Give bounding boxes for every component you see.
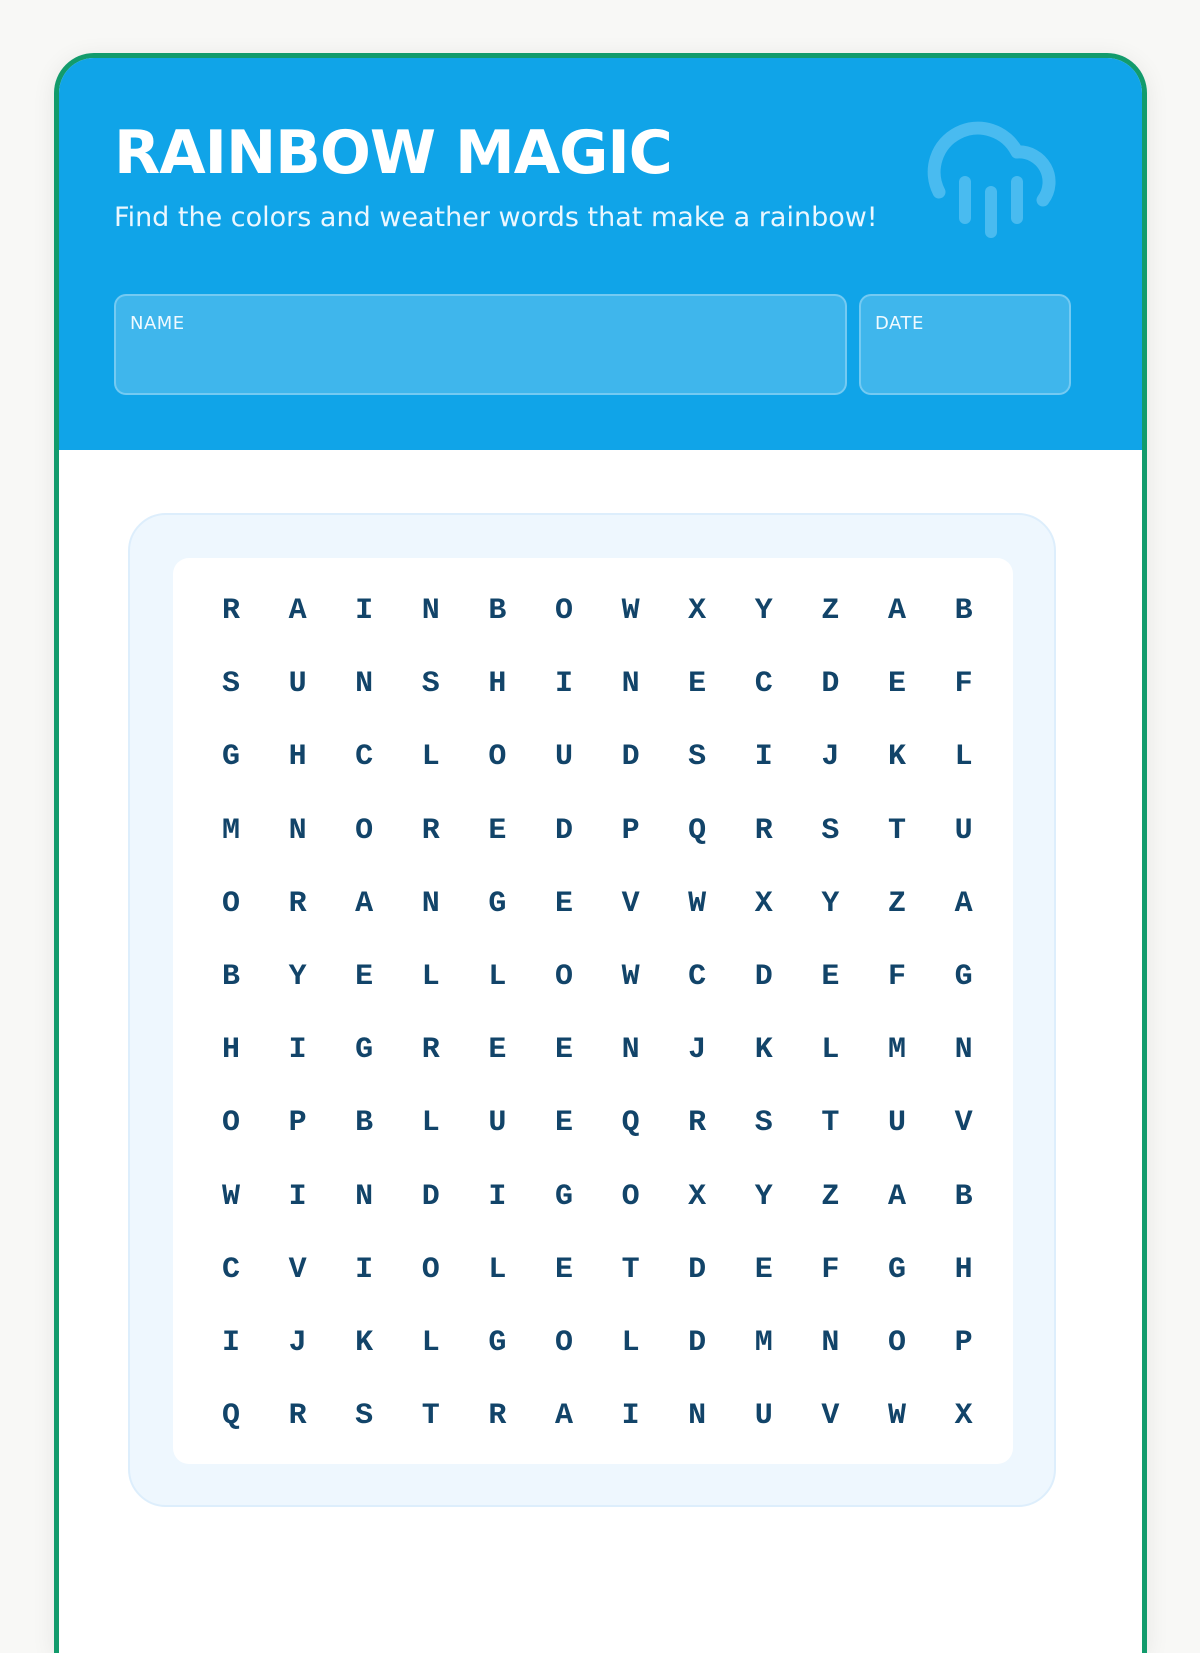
worksheet-header [59,58,1142,450]
date-label: DATE [875,313,924,334]
grid-letter[interactable]: V [954,1106,973,1141]
grid-letter[interactable]: W [688,886,707,921]
grid-letter[interactable]: F [954,667,973,702]
grid-letter[interactable]: Y [754,594,773,628]
grid-letter[interactable]: I [221,1326,240,1360]
grid-letter[interactable]: E [754,1252,773,1287]
grid-letter[interactable]: Z [821,1179,840,1214]
grid-letter[interactable]: B [355,1106,374,1141]
grid-letter[interactable]: Q [688,813,707,848]
grid-letter[interactable]: G [887,1252,906,1287]
grid-letter[interactable]: A [554,1399,573,1434]
grid-letter[interactable]: L [421,1326,440,1360]
grid-letter[interactable]: I [621,1399,640,1434]
grid-letter[interactable]: L [954,740,973,775]
grid-letter[interactable]: M [754,1326,773,1360]
grid-letter[interactable]: L [421,960,440,994]
grid-letter[interactable]: D [754,960,773,994]
grid-letter[interactable]: E [554,1252,573,1287]
grid-letter[interactable]: K [754,1033,773,1068]
grid-letter[interactable]: B [221,960,240,994]
grid-letter[interactable]: R [288,1399,307,1434]
grid-letter[interactable]: N [688,1399,707,1434]
grid-letter[interactable]: D [688,1326,707,1360]
grid-letter[interactable]: Q [621,1106,640,1141]
grid-letter[interactable]: A [887,1179,906,1214]
grid-letter[interactable]: R [421,813,440,848]
grid-letter[interactable]: C [221,1252,240,1287]
grid-letter[interactable]: O [355,813,374,848]
grid-letter[interactable]: P [621,813,640,848]
word-search-frame [128,513,1056,1507]
grid-letter[interactable]: L [421,1106,440,1141]
grid-letter[interactable]: C [754,667,773,702]
grid-letter[interactable]: E [688,667,707,702]
grid-letter[interactable]: L [621,1326,640,1360]
grid-letter[interactable]: U [954,813,973,848]
grid-letter[interactable]: S [355,1399,374,1434]
grid-letter[interactable]: E [554,886,573,921]
grid-letter[interactable]: Z [821,594,840,628]
date-field[interactable] [859,294,1071,395]
grid-letter[interactable]: O [554,1326,573,1360]
grid-letter[interactable]: O [621,1179,640,1214]
grid-letter[interactable]: U [488,1106,507,1141]
grid-letter[interactable]: B [488,594,507,628]
grid-letter[interactable]: L [488,1252,507,1287]
grid-letter[interactable]: J [821,740,840,775]
grid-letter[interactable]: T [421,1399,440,1434]
grid-letter[interactable]: W [621,594,640,628]
grid-letter[interactable]: A [954,886,973,921]
grid-letter[interactable]: G [355,1033,374,1068]
grid-letter[interactable]: E [488,1033,507,1068]
grid-letter[interactable]: F [821,1252,840,1287]
grid-letter[interactable]: D [621,740,640,775]
grid-letter[interactable]: X [688,594,707,628]
grid-letter[interactable]: R [488,1399,507,1434]
grid-letter[interactable]: B [954,594,973,628]
grid-letter[interactable]: R [288,886,307,921]
grid-letter[interactable]: T [887,813,906,848]
grid-letter[interactable]: U [887,1106,906,1141]
grid-letter[interactable]: E [554,1033,573,1068]
grid-letter[interactable]: O [887,1326,906,1360]
grid-letter[interactable]: K [887,740,906,775]
grid-letter[interactable]: G [221,740,240,775]
grid-letter[interactable]: D [554,813,573,848]
grid-letter[interactable]: I [355,1252,374,1287]
grid-letter[interactable]: V [821,1399,840,1434]
grid-letter[interactable]: Q [221,1399,240,1434]
grid-letter[interactable]: N [421,886,440,921]
grid-letter[interactable]: J [688,1033,707,1068]
grid-letter[interactable]: K [355,1326,374,1360]
grid-letter[interactable]: V [621,886,640,921]
grid-letter[interactable]: Y [821,886,840,921]
grid-letter[interactable]: I [554,667,573,702]
grid-letter[interactable]: U [554,740,573,775]
grid-letter[interactable]: I [288,1179,307,1214]
grid-letter[interactable]: E [887,667,906,702]
grid-letter[interactable]: H [221,1033,240,1068]
grid-letter[interactable]: Y [754,1179,773,1214]
grid-letter[interactable]: E [821,960,840,994]
grid-letter[interactable]: G [488,1326,507,1360]
grid-letter[interactable]: O [421,1252,440,1287]
grid-letter[interactable]: I [488,1179,507,1214]
grid-letter[interactable]: N [421,594,440,628]
grid-letter[interactable]: T [621,1252,640,1287]
grid-letter[interactable]: L [821,1033,840,1068]
grid-letter[interactable]: B [954,1179,973,1214]
grid-letter[interactable]: S [221,667,240,702]
grid-letter[interactable]: H [288,740,307,775]
grid-letter[interactable]: S [754,1106,773,1141]
grid-letter[interactable]: M [221,813,240,848]
grid-letter[interactable]: E [488,813,507,848]
grid-letter[interactable]: D [821,667,840,702]
grid-letter[interactable]: G [488,886,507,921]
grid-letter[interactable]: D [688,1252,707,1287]
grid-letter[interactable]: P [288,1106,307,1141]
grid-letter[interactable]: N [355,1179,374,1214]
grid-letter[interactable]: R [221,594,240,628]
grid-letter[interactable]: N [355,667,374,702]
grid-letter[interactable]: T [821,1106,840,1141]
grid-letter[interactable]: O [554,960,573,994]
grid-letter[interactable]: W [621,960,640,994]
grid-letter[interactable]: Y [288,960,307,994]
grid-letter[interactable]: M [887,1033,906,1068]
rain-cloud-icon [917,100,1067,245]
grid-letter[interactable]: S [688,740,707,775]
grid-letter[interactable]: L [421,740,440,775]
grid-letter[interactable]: F [887,960,906,994]
grid-letter[interactable]: G [554,1179,573,1214]
worksheet-card [54,53,1147,1653]
page-title: RAINBOW MAGIC [114,118,672,188]
grid-letter[interactable]: N [954,1033,973,1068]
grid-letter[interactable]: X [688,1179,707,1214]
grid-letter[interactable]: O [488,740,507,775]
grid-letter[interactable]: E [355,960,374,994]
grid-letter[interactable]: C [688,960,707,994]
grid-letter[interactable]: P [954,1326,973,1360]
grid-letter[interactable]: O [221,886,240,921]
grid-letter[interactable]: I [754,740,773,775]
grid-letter[interactable]: S [821,813,840,848]
grid-letter[interactable]: D [421,1179,440,1214]
grid-letter[interactable]: R [688,1106,707,1141]
grid-letter[interactable]: A [355,886,374,921]
grid-letter[interactable]: E [554,1106,573,1141]
grid-letter[interactable]: C [355,740,374,775]
grid-letter[interactable]: R [754,813,773,848]
name-label: NAME [130,313,185,334]
grid-letter[interactable]: V [288,1252,307,1287]
grid-letter[interactable]: W [221,1179,240,1214]
grid-letter[interactable]: L [488,960,507,994]
name-field[interactable] [114,294,847,395]
grid-letter[interactable]: X [954,1399,973,1434]
page-subtitle: Find the colors and weather words that make a rainbow! [114,202,878,233]
grid-letter[interactable]: N [621,667,640,702]
grid-letter[interactable]: I [355,594,374,628]
grid-letter[interactable]: G [954,960,973,994]
grid-letter[interactable]: U [288,667,307,702]
word-search-grid [173,558,1013,1464]
grid-letter[interactable]: S [421,667,440,702]
grid-letter[interactable]: X [754,886,773,921]
grid-letter[interactable]: U [754,1399,773,1434]
grid-letter[interactable]: N [288,813,307,848]
grid-letter[interactable]: Z [887,886,906,921]
grid-letter[interactable]: N [621,1033,640,1068]
grid-letter[interactable]: N [821,1326,840,1360]
grid-letter[interactable]: A [288,594,307,628]
grid-letter[interactable]: R [421,1033,440,1068]
grid-letter[interactable]: H [488,667,507,702]
grid-letter[interactable]: W [887,1399,906,1434]
grid-letter[interactable]: J [288,1326,307,1360]
grid-letter[interactable]: A [887,594,906,628]
grid-letter[interactable]: O [554,594,573,628]
grid-letter[interactable]: I [288,1033,307,1068]
grid-letter[interactable]: H [954,1252,973,1287]
grid-letter[interactable]: O [221,1106,240,1141]
